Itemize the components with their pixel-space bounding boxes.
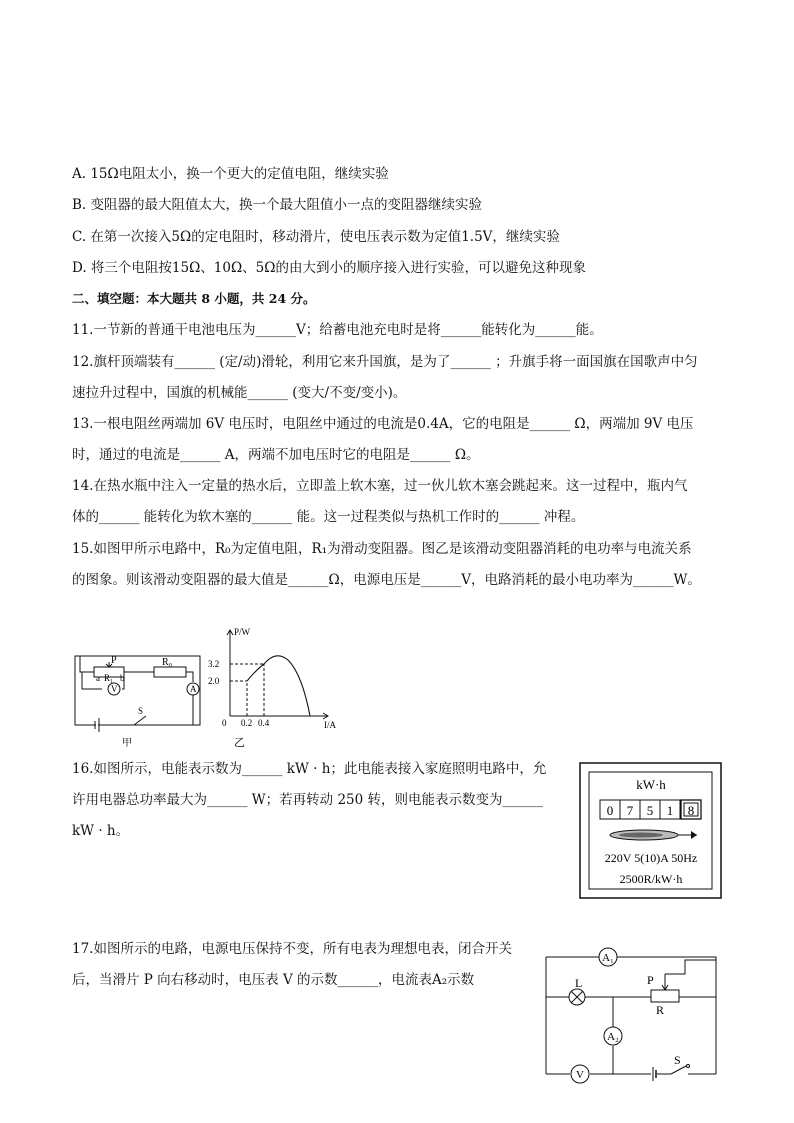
label-a: a	[96, 673, 100, 683]
question-16-line3: kW · h。	[72, 823, 130, 839]
question-12-line1: 12.旗杆顶端装有______ (定/动)滑轮，利用它来升国旗，是为了______ ；升旗手将一面国旗在国歌声中匀	[72, 354, 698, 370]
question-14-line2: 体的______ 能转化为软木塞的______ 能。这一过程类似与热机工作时的______ 冲程。	[72, 509, 585, 525]
section-title: 二、填空题：本大题共 8 小题，共 24 分。	[72, 291, 316, 306]
option-d: D. 将三个电阻按15Ω、10Ω、5Ω的由大到小的顺序接入进行实验，可以避免这种现象	[72, 260, 586, 276]
figure-yi-label: 乙	[234, 737, 245, 749]
lamp-label: L	[575, 976, 583, 990]
x-tick-0-2: 0.2	[241, 718, 253, 728]
y-tick-3-2: 3.2	[208, 659, 220, 669]
ammeter-a2-label: A₂	[607, 1031, 619, 1043]
electricity-meter	[579, 762, 723, 900]
question-14-line1: 14.在热水瓶中注入一定量的热水后，立即盖上软木塞，过一伙儿软木塞会跳起来。这一过程中，瓶内气	[72, 478, 688, 494]
figure-15-jia-circuit	[70, 640, 220, 750]
meter-spec-2: 2500R/kW·h	[619, 872, 683, 886]
y-axis-label: P/W	[234, 627, 251, 637]
x-tick-0-4: 0.4	[258, 718, 270, 728]
meter-digit-2: 7	[626, 803, 634, 818]
y-tick-2-0: 2.0	[208, 676, 220, 686]
question-16-line1: 16.如图所示，电能表示数为______ kW · h；此电能表接入家庭照明电路中，允	[72, 761, 547, 777]
figure-17-circuit	[537, 940, 727, 1090]
meter-digit-5: 8	[687, 803, 695, 818]
voltmeter-label: V	[111, 684, 118, 694]
meter-digit-4: 1	[666, 803, 674, 818]
question-17-line2: 后，当滑片 P 向右移动时，电压表 V 的示数______，电流表A₂示数	[72, 972, 475, 988]
label-p: P	[111, 655, 117, 666]
voltmeter-label: V	[576, 1069, 584, 1081]
label-r0: R₀	[162, 657, 173, 668]
switch-label: S	[674, 1053, 681, 1067]
question-13-line1: 13.一根电阻丝两端加 6V 电压时，电阻丝中通过的电流是0.4A，它的电阻是______ Ω，两端加 9V 电压	[72, 416, 694, 432]
x-axis-label: I/A	[324, 720, 336, 730]
question-11: 11.一节新的普通干电池电压为______V；给蓄电池充电时是将______能转化为______能。	[72, 322, 603, 338]
label-b: b	[120, 673, 125, 683]
slider-label: P	[647, 973, 654, 987]
option-c: C. 在第一次接入5Ω的定电阻时，移动滑片，使电压表示数为定值1.5V，继续实验	[72, 229, 560, 245]
question-12-line2: 速拉升过程中，国旗的机械能______ (变大/不变/变小)。	[72, 385, 407, 401]
meter-digit-1: 0	[606, 803, 614, 818]
option-b: B. 变阻器的最大阻值太大，换一个最大阻值小一点的变阻器继续实验	[72, 197, 483, 213]
meter-unit: kW·h	[636, 777, 666, 792]
ammeter-label: A	[190, 684, 197, 694]
question-13-line2: 时，通过的电流是______ A，两端不加电压时它的电阻是______ Ω。	[72, 447, 480, 463]
resistor-label: R	[656, 1003, 665, 1017]
question-17-line1: 17.如图所示的电路，电源电压保持不变，所有电表为理想电表，闭合开关	[72, 941, 512, 957]
ammeter-a1-label: A₁	[602, 952, 614, 964]
switch-label: S	[138, 706, 144, 716]
figure-15-yi-graph	[200, 622, 350, 757]
label-r1: R₁	[104, 673, 114, 683]
origin-label: 0	[222, 718, 227, 728]
question-16-line2: 许用电器总功率最大为______ W；若再转动 250 转，则电能表示数变为______	[72, 792, 544, 808]
question-15-line1: 15.如图甲所示电路中，R₀为定值电阻，R₁为滑动变阻器。图乙是该滑动变阻器消耗的电功率与电流关系	[72, 541, 692, 557]
meter-digit-3: 5	[646, 803, 654, 818]
question-15-line2: 的图象。则该滑动变阻器的最大值是______Ω，电源电压是______V，电路消耗的最小电功率为______W。	[72, 572, 701, 588]
figure-jia-label: 甲	[122, 738, 132, 749]
option-a: A. 15Ω电阻太小，换一个更大的定值电阻，继续实验	[72, 166, 389, 182]
meter-spec-1: 220V 5(10)A 50Hz	[604, 851, 698, 865]
